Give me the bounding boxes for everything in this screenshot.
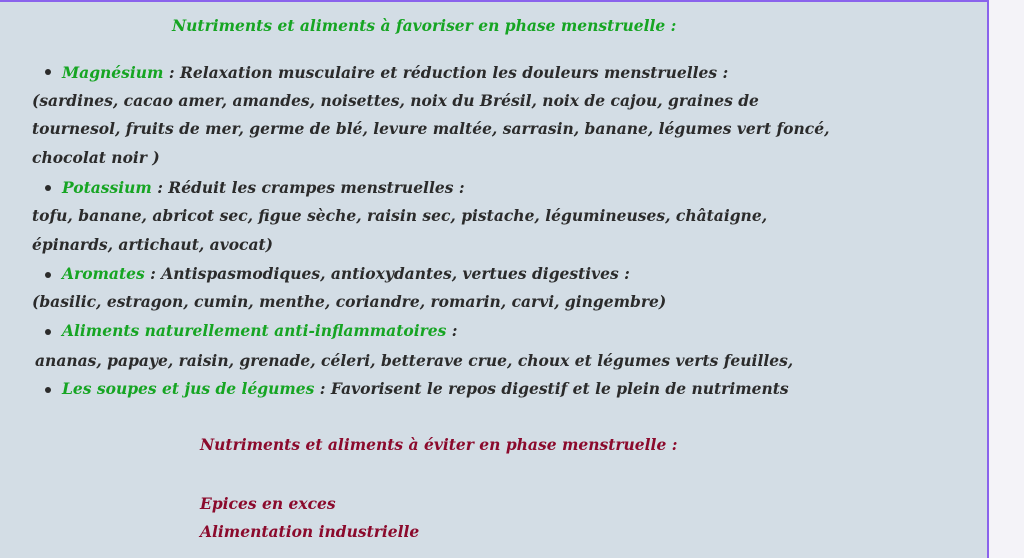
list-item-soups (62, 381, 789, 397)
item-name: Aromates (62, 264, 145, 283)
list-item-magnesium (62, 65, 728, 81)
bullet-icon (45, 329, 51, 335)
item-detail-line: tofu, banane, abricot sec, figue sèche, raisin sec, pistache, légumineuses, châtaigne, (32, 206, 768, 225)
bullet-icon (45, 387, 51, 393)
item-name: Potassium (62, 178, 152, 197)
item-name: Aliments naturellement anti-inflammatoires (62, 321, 447, 340)
item-name: Magnésium (62, 63, 164, 82)
list-item-anti-inflammatory (62, 323, 457, 339)
bullet-icon (45, 69, 51, 75)
item-description: : Antispasmodiques, antioxydantes, vertues digestives : (144, 264, 630, 283)
item-name: Les soupes et jus de légumes (62, 379, 315, 398)
bullet-icon (45, 185, 51, 191)
item-description: : Favorisent le repos digestif et le plein de nutriments (314, 379, 789, 398)
item-detail-line: (sardines, cacao amer, amandes, noisettes, noix du Brésil, noix de cajou, graines de (32, 91, 759, 110)
bullet-icon (45, 272, 51, 278)
avoid-item: Epices en exces (200, 494, 336, 513)
item-detail-line: ananas, papaye, raisin, grenade, céleri, betterave crue, choux et légumes verts feuilles, (35, 351, 794, 370)
item-detail-line: tournesol, fruits de mer, germe de blé, levure maltée, sarrasin, banane, légumes vert foncé, (32, 119, 830, 138)
list-item-aromates (62, 266, 630, 282)
avoid-item: Alimentation industrielle (200, 522, 420, 541)
item-detail-line: chocolat noir ) (32, 148, 160, 167)
item-detail-line: épinards, artichaut, avocat) (32, 235, 274, 254)
favor-section-title: Nutriments et aliments à favoriser en phase menstruelle : (172, 16, 677, 35)
item-description: : (446, 321, 458, 340)
avoid-section-title: Nutriments et aliments à éviter en phase menstruelle : (200, 435, 678, 454)
list-item-potassium (62, 180, 465, 196)
item-description: : Réduit les crampes menstruelles : (151, 178, 465, 197)
item-description: : Relaxation musculaire et réduction les douleurs menstruelles : (163, 63, 729, 82)
item-detail-line: (basilic, estragon, cumin, menthe, coriandre, romarin, carvi, gingembre) (32, 292, 667, 311)
